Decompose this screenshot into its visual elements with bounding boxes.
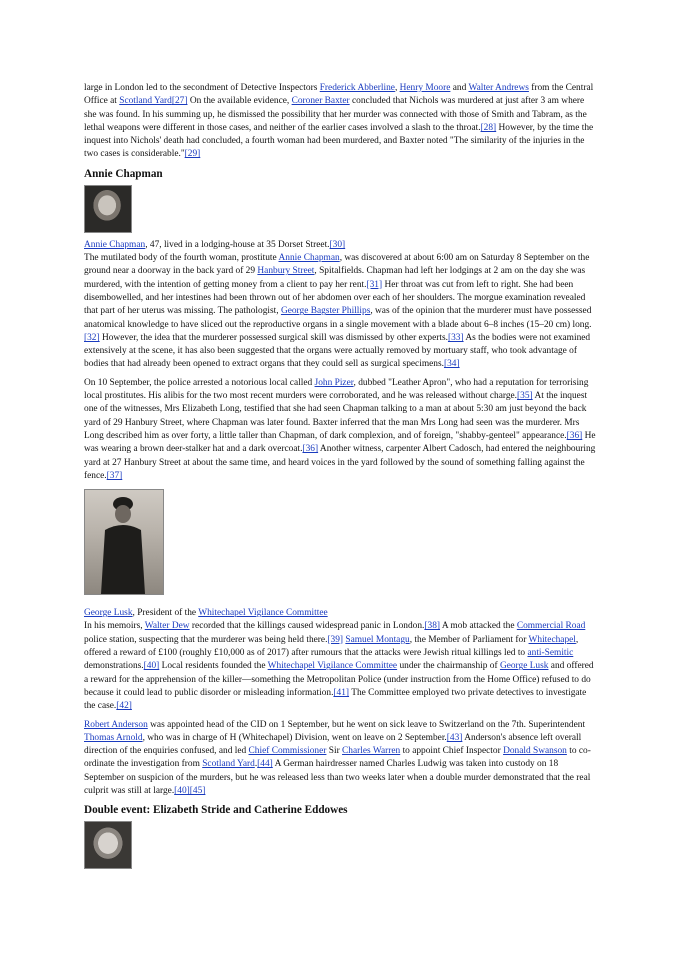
- section-heading-annie-chapman: Annie Chapman: [84, 167, 163, 180]
- link-george-bagster-phillips[interactable]: George Bagster Phillips: [280, 306, 371, 317]
- citation[interactable]: [37]: [106, 470, 123, 481]
- paragraph-pizer-inquest: [84, 377, 596, 483]
- text: On the available evidence,: [187, 96, 292, 107]
- text: large in London led to the secondment of Detective Inspectors: [84, 83, 320, 93]
- elizabeth-stride-photo: [84, 821, 132, 869]
- text: Her throat was cut from left to right. She had been disembowelled, and her intestines had been thrown out of her abdomen over each of her shoulders. The morgue examination revealed that part of her uterus was missing. The pathologist,: [84, 279, 586, 317]
- text: under the chairmanship of: [397, 661, 500, 672]
- citation[interactable]: [31]: [366, 279, 383, 290]
- text: Anderson's absence left overall direction of the enquiries confused, and led: [84, 732, 582, 757]
- citation[interactable]: [36]: [302, 444, 319, 455]
- text: , 47, lived in a lodging-house at 35 Dorset Street.: [145, 239, 330, 250]
- text: In his memoirs,: [84, 621, 145, 632]
- citation[interactable]: [34]: [443, 359, 460, 370]
- paragraph-investigation: [84, 82, 596, 162]
- text: demonstrations.: [84, 661, 144, 672]
- link-hanbury-street[interactable]: Hanbury Street: [257, 266, 315, 277]
- link-george-lusk-2[interactable]: George Lusk: [499, 661, 549, 672]
- text: and offered a reward for the apprehension of the killer—something the Metropolitan Police (under instruction from the Home Office) refused to do because it could lead to public disorder or misleading information.: [84, 661, 594, 698]
- paragraph-chapman-murder: [84, 252, 596, 372]
- link-annie-chapman-2[interactable]: Annie Chapman: [278, 253, 340, 264]
- photo-caption-lusk: [84, 607, 596, 620]
- article-body: [84, 82, 596, 869]
- citation[interactable]: [40]: [143, 661, 160, 672]
- link-anti-semitic[interactable]: anti-Semitic: [527, 648, 574, 659]
- text: However, by the time the inquest into Nichols' death had concluded, a fourth woman had been murdered, and Baxter noted "The similarity of the injuries in the two cases is considerable.": [84, 122, 594, 160]
- citation[interactable]: [39]: [327, 634, 344, 645]
- link-thomas-arnold[interactable]: Thomas Arnold: [84, 732, 143, 743]
- text: , dubbed "Leather Apron", who had a reputation for terrorising local prostitutes. His alibis for the two most recent murders were corroborated, and he was released without charge.: [84, 377, 589, 402]
- link-henry-moore[interactable]: Henry Moore: [399, 83, 451, 93]
- text: from the Central Office at: [84, 83, 594, 107]
- citation[interactable]: [36]: [566, 430, 583, 441]
- link-john-pizer[interactable]: John Pizer: [314, 377, 354, 388]
- link-charles-warren[interactable]: Charles Warren: [342, 746, 401, 757]
- citation[interactable]: [43]: [446, 732, 463, 743]
- link-robert-anderson[interactable]: Robert Anderson: [84, 719, 148, 730]
- text: However, the idea that the murderer possessed surgical skill was dismissed by other experts.: [99, 332, 448, 343]
- link-commercial-road[interactable]: Commercial Road: [516, 621, 586, 632]
- text: The Committee employed two private detectives to investigate the case.: [84, 687, 587, 712]
- citation[interactable]: [28]: [480, 122, 497, 133]
- link-whitechapel-vigilance-committee-2[interactable]: Whitechapel Vigilance Committee: [267, 661, 398, 672]
- citation[interactable]: [42]: [116, 701, 132, 712]
- link-samuel-montagu[interactable]: Samuel Montagu: [345, 634, 410, 645]
- photo-caption-chapman: [84, 239, 596, 252]
- citation[interactable]: [32]: [84, 332, 100, 343]
- text: He was wearing a brown deer-stalker hat and a dark overcoat.: [84, 430, 596, 455]
- annie-chapman-photo: [84, 185, 132, 233]
- link-whitechapel-vigilance-committee[interactable]: Whitechapel Vigilance Committee: [198, 608, 328, 619]
- text: At the inquest one of the witnesses, Mrs Elizabeth Long, testified that she had seen Chapman talking to a man at about 5:30 am just beyond the back yard of 29 Hanbury Street, where Chapman was later found. Baxter inferred that the man Mrs Long had seen was the murderer. Mrs Long described him as over forty, a little taller than Chapman, of dark complexion, and of foreign, "shabby-genteel" appearance.: [84, 391, 588, 441]
- text: Sir: [326, 746, 343, 757]
- text: The mutilated body of the fourth woman, prostitute: [84, 253, 279, 264]
- link-donald-swanson[interactable]: Donald Swanson: [503, 746, 567, 757]
- text: , Spitalfields. Chapman had left her lodgings at 2 am on the day she was murdered, with the intention of getting money from a client to pay her rent.: [84, 266, 586, 290]
- citation[interactable]: [29]: [184, 149, 201, 160]
- link-chief-commissioner[interactable]: Chief Commissioner: [248, 746, 327, 757]
- text: recorded that the killings caused widespread panic in London.: [189, 621, 425, 632]
- text: ,: [394, 83, 400, 93]
- text: Another witness, carpenter Albert Cadosch, had entered the neighbouring yard at 27 Hanbury Street at about the same time, and heard voices in the yard followed by the sound of something falling against the fence.: [84, 444, 596, 481]
- citation[interactable]: [30]: [329, 239, 346, 250]
- section-heading-double-event: Double event: Elizabeth Stride and Catherine Eddowes: [84, 804, 348, 817]
- text: On 10 September, the police arrested a notorious local called: [84, 377, 315, 388]
- text: Local residents founded the: [159, 661, 268, 672]
- link-annie-chapman[interactable]: Annie Chapman: [84, 239, 146, 250]
- citation[interactable]: [35]: [517, 391, 533, 402]
- text: , was of the opinion that the murderer must have possessed anatomical knowledge to have sliced out the reproductive organs in a single movement with a blade about 6–8 inches (15–20 cm) long.: [84, 306, 592, 330]
- citation[interactable]: [27]: [171, 96, 188, 107]
- text: to co-ordinate the investigation from: [84, 746, 591, 770]
- link-walter-dew[interactable]: Walter Dew: [144, 621, 190, 632]
- text: to appoint Chief Inspector: [400, 746, 504, 757]
- text: As the bodies were not examined extensively at the scene, it has also been suggested that the organs were actually removed by mortuary staff, who took advantage of bodies that had already been opened to extract organs that they could sell as surgical specimens.: [84, 332, 591, 370]
- citation[interactable]: [38]: [424, 621, 441, 632]
- citation[interactable]: [41]: [333, 687, 350, 698]
- link-frederick-abberline[interactable]: Frederick Abberline: [319, 83, 395, 93]
- text: , President of the: [132, 608, 199, 619]
- paragraph-panic: [84, 620, 596, 713]
- paragraph-anderson: [84, 719, 596, 799]
- citation[interactable]: [40][45]: [174, 785, 206, 796]
- link-walter-andrews[interactable]: Walter Andrews: [468, 83, 529, 93]
- citation[interactable]: [33]: [447, 332, 464, 343]
- text: was appointed head of the CID on 1 September, but he went on sick leave to Switzerland on the 7th. Superintendent: [147, 719, 586, 730]
- text: .: [254, 759, 258, 770]
- text: , the Member of Parliament for: [409, 634, 529, 645]
- text: A mob attacked the: [440, 621, 517, 632]
- link-scotland-yard-2[interactable]: Scotland Yard: [202, 759, 255, 770]
- text: , who was in charge of H (Whitechapel) Division, went on leave on 2 September.: [142, 732, 447, 743]
- text: and: [450, 83, 469, 93]
- george-lusk-photo: [84, 489, 164, 595]
- text: , was discovered at about 6:00 am on Saturday 8 September on the ground near a doorway in the back yard of 29: [84, 253, 590, 277]
- citation[interactable]: [44]: [257, 759, 273, 770]
- link-coroner-baxter[interactable]: Coroner Baxter: [291, 96, 350, 107]
- text: police station, suspecting that the murderer was being held there.: [84, 634, 328, 645]
- text: concluded that Nichols was murdered at just after 3 am where she was found. In his summing up, he dismissed the possibility that her murder was connected with those of Smith and Tabram, as the lethal weapons were different in those cases, and neither of the earlier cases involved a slash to the throat.: [84, 96, 587, 133]
- portrait-silhouette: [85, 490, 163, 594]
- text: A German hairdresser named Charles Ludwig was taken into custody on 18 September on suspicion of the murders, but he was released less than two weeks later when a double murder demonstrated that the real culprit was still at large.: [84, 759, 591, 796]
- link-whitechapel[interactable]: Whitechapel: [528, 634, 576, 645]
- link-scotland-yard[interactable]: Scotland Yard: [119, 96, 172, 107]
- text: , offered a reward of £100 (roughly £10,000 as of 2017) after rumours that the attacks were Jewish ritual killings led to: [84, 634, 579, 659]
- link-george-lusk[interactable]: George Lusk: [84, 608, 133, 619]
